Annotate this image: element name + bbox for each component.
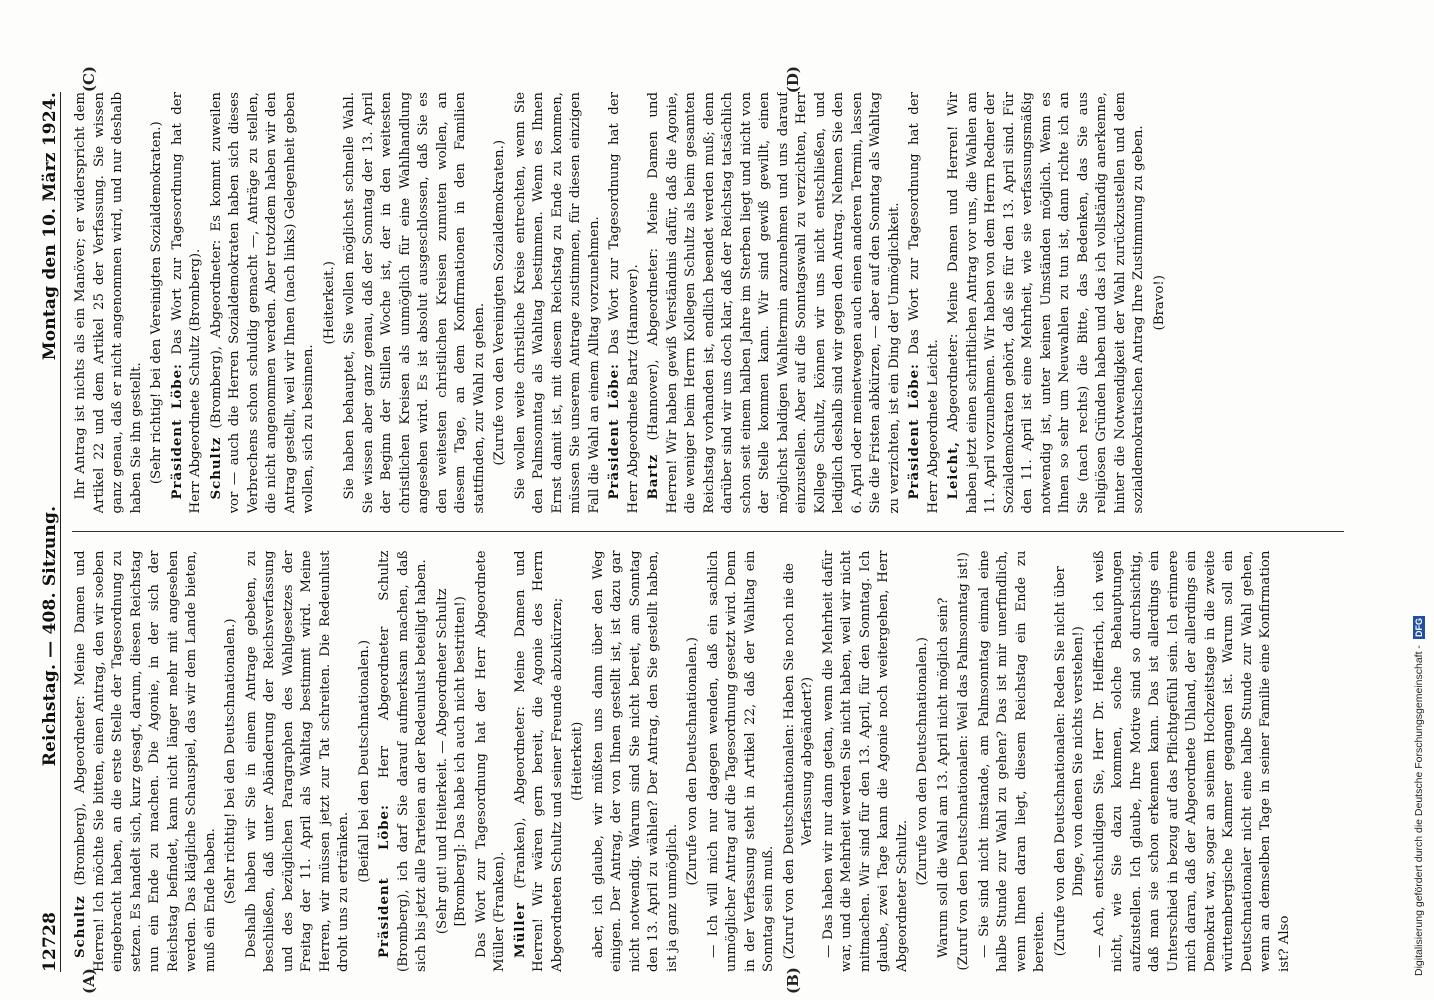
interjection: (Zurufe von den Vereinigten Sozialdemokraten.) <box>492 139 507 466</box>
paragraph-text: Warum soll die Wahl am 13. April nicht möglich sein? <box>935 597 951 958</box>
digitization-text: Digitalisierung gefördert durch die Deutsche Forschungsgemeinschaft - <box>1413 645 1425 976</box>
speaker-name: Schultz <box>73 895 88 958</box>
digitization-note <box>1408 16 1430 976</box>
interjection: (Sehr richtig! bei den Deutschnationalen.) <box>223 618 238 905</box>
paragraph-text: Das Wort zur Tagesordnung hat der Herr Abgeordnete Schultz (Bromberg). <box>169 92 203 514</box>
left-column <box>72 551 1344 973</box>
speaker-name: Präsident Löbe: <box>607 363 622 500</box>
margin-marker-d: (D) <box>784 66 802 94</box>
text-paragraph <box>935 551 954 973</box>
paragraph-text: (Bromberg), Abgeordneter: Meine Damen und Herren! Ich möchte Sie bitten, einen Antrag, den wir soeben eingebracht haben, an die erste Stelle der Tagesordnung zu setzen. Es handelt sich, kurz gesagt, darum, diesen Reichstag nun ein Ende zu machen. Die Agonie, in der sich der Reichstag befindet, kann nicht länger mehr mit angesehen werden. Das klägliche Schauspiel, das wir dem Lande bieten, muß ein Ende haben. <box>73 550 218 972</box>
text-paragraph <box>705 551 779 973</box>
paragraph-text: (Hannover), Abgeordneter: Meine Damen und Herren! Wir haben gewiß Verständnis dafür, daß die Agonie, die weniger beim Herrn Kollegen Schultz als beim gesamten Reichstag vorhanden ist, endlich beendet werden muß; denn darüber sind wir uns doch klar, daß der Reichstag tatsächlich schon seit einem halben Jahre im Sterben liegt und nicht von der Stelle kommen kann. Wir sind gewiß gewillt, einen möglichst baldigen Wahltermin anzunehmen und uns darauf einzustellen. Aber auf die Sonntagswahl zu verzichten, Herr Kollege Schultz, können wir uns nicht entschließen, und lediglich deshalb sind wir gegen den Antrag. Nehmen Sie den 6. April oder meinetwegen auch einen anderen Termin, lassen Sie die Fristen abkürzen, — aber auf den Sonntag als Wahltag zu verzichten, ist ein Ding der Unmöglichkeit. <box>646 92 902 514</box>
text-paragraph <box>243 551 354 973</box>
paragraph-text: — Das haben wir nur dann getan, wenn die Mehrheit dafür war, und die Mehrheit werden Sie nicht haben, weil wir nicht mitmachen. Wir sind für den 13. April, für den Sonntag. Ich glaube, zwei Tage kann die Agonie noch weitergehen, Herr Abgeordneter Schultz. <box>820 550 910 972</box>
paragraph-text: — Ich will mich nur dagegen wenden, daß ein sachlich unmöglicher Antrag auf die Tagesordnung gesetzt wird. Denn in der Verfassung steht in Artikel 22, daß der Wahltag ein Sonntag sein muß. <box>705 550 776 972</box>
speech-paragraph <box>72 551 220 973</box>
paragraph-text: Herr Abgeordneter Schultz (Bromberg), ich darf Sie darauf aufmerksam machen, daß sich bis jetzt alle Parteien an der Redeunlust beteiligt haben. <box>377 550 429 972</box>
margin-marker-b: (B) <box>784 967 802 994</box>
text-columns <box>72 92 1344 972</box>
speech-paragraph <box>645 92 904 514</box>
paragraph-text: Sie wollen weite christliche Kreise entrechten, wenn Sie den Palmsonntag als Wahltag bestimmen. Wenn es Ihnen Ernst damit ist, mit diesem Reichstag zu Ende zu kommen, müssen Sie unserem Antrage zustimmen, für diesen einzigen Fall die Wahl an einem Alltag vorzunehmen. <box>512 92 602 514</box>
speaker-name: Bartz <box>646 453 661 500</box>
interjection: (Zuruf von den Deutschnationalen: Haben Sie noch nie die Verfassung abgeändert?) <box>781 563 815 960</box>
speech-paragraph <box>208 92 319 514</box>
speech-paragraph <box>512 551 568 973</box>
interjection: (Beifall bei den Deutschnationalen.) <box>356 639 372 883</box>
paragraph-text: (Bromberg), Abgeordneter: Es kommt zuweilen vor — auch die Herren Sozialdemokraten haben sich dieses Verbrechens schon schuldig gemacht —, Anträge zu stellen, die nicht angenommen werden. Aber trotzdem haben wir den Antrag gestellt, weil wir Ihnen (nach links) Gelegenheit geben wollen, sich zu besinnen. <box>208 92 316 514</box>
interjection: (Zurufe von den Deutschnationalen.) <box>685 637 700 886</box>
interjection: (Zuruf von den Deutschnationalen: Weil das Palmsonntag ist!) <box>956 552 971 971</box>
interjection: (Sehr richtig! bei den Vereinigten Sozialdemokraten.) <box>149 121 164 485</box>
session-date: Montag den 10. März 1924. <box>40 92 60 361</box>
speech-paragraph <box>376 551 432 973</box>
speech-paragraph <box>169 92 206 514</box>
interjection: (Heiterkeit) <box>570 721 585 801</box>
paragraph-text: Das Wort zur Tagesordnung hat der Herr Abgeordnete Müller (Franken). <box>473 550 507 972</box>
column-divider <box>72 532 1344 533</box>
rotated-page-content <box>0 60 1360 1000</box>
paragraph-text: Sie haben behauptet, Sie wollen möglichst schnelle Wahl. Sie wissen aber ganz genau, daß der Sonntag der 13. April der Beginn der Stillen Woche ist, der in den weitesten christlichen Kreisen als unmöglich für eine Wahlhandlung angesehen wird. Es ist absolut ausgeschlossen, daß Sie es den weitesten christlichen Kreisen zumuten wollen, an diesem Tage, an dem Konfirmationen in den Familien stattfinden, zur Wahl zu gehen. <box>342 92 487 514</box>
paragraph-text: Das Wort zur Tagesordnung hat der Herr Abgeordnete Leicht. <box>907 92 941 514</box>
session-title: Reichstag. — 408. Sitzung. <box>40 505 60 767</box>
text-paragraph <box>590 551 683 973</box>
speech-paragraph <box>906 92 943 514</box>
paragraph-text: — Sie sind nicht imstande, am Palmsonntag einmal eine halbe Stunde zur Wahl zu gehen? Das ist mir unerfindlich, wenn Ihnen daran liegt, diesem Reichstag ein Ende zu bereiten. <box>976 550 1047 972</box>
interjection: (Sehr gut! und Heiterkeit. — Abgeordneter Schultz [Bromberg]: Das habe ich auch nicht bestritten!) <box>434 588 468 935</box>
text-paragraph <box>976 551 1050 973</box>
speaker-name: Leicht, <box>946 441 961 500</box>
paragraph-text: Ihr Antrag ist nichts als ein Manöver; er widerspricht dem Artikel 22 und dem Artikel 25 der Verfassung. Sie wissen ganz genau, daß er nicht angenommen wird, und nur deshalb haben Sie ihn gestellt. <box>73 92 144 514</box>
paragraph-text: — Ach, entschuldigen Sie, Herr Dr. Helfferich, ich weiß nicht, wie Sie dazu kommen, solche Behauptungen aufzustellen. Ich glaube, Ihre Motive sind so durchsichtig, daß man sie schon erkennen kann. Das ist allerdings ein Unterschied in bezug auf das Pflichtgefühl sein. Ich erinnere mich daran, daß der Abgeordnete Uhland, der allerdings ein Demokrat war, sogar an seinem Hochzeitstage in die zweite württembergische Kammer gegangen ist. Warum soll ein Deutschnationaler nicht eine halbe Stunde zur Wahl gehen, wenn an demselben Tage in seiner Familie eine Konfirmation ist? Also <box>1091 550 1292 972</box>
speaker-name: Präsident Löbe: <box>169 363 185 500</box>
speaker-name: Müller <box>512 902 528 958</box>
speaker-name: Präsident Löbe: <box>907 363 922 500</box>
text-paragraph <box>512 92 605 514</box>
interjection: (Zurufe von den Deutschnationalen: Reden Sie nicht über Dinge, von denen Sie nichts verstehen!) <box>1052 566 1086 957</box>
paragraph-text: aber, ich glaube, wir müßten uns dann über den Weg einigen. Der Antrag, der von Ihnen gestellt ist, ist dazu gar nicht notwendig. Warum sind Sie nicht bereit, am Sonntag den 13. April zu wählen? Der Antrag, den Sie gestellt haben, ist ja ganz unmöglich. <box>590 550 680 972</box>
paragraph-text: Abgeordneter: Meine Damen und Herren! Wir haben jetzt einen schriftlichen Antrag vor uns, die Wahlen am 11. April vorzunehmen. Wir haben von dem Herrn Redner der Sozialdemokraten gehört, daß sie für den 13. April sind. Für den 11. April ist eine Mehrheit, wie sie verfassungsmäßig notwendig ist, unter keinen Umständen möglich. Wenn es Ihnen so sehr um Neuwahlen zu tun ist, dann richte ich an Sie (nach rechts) die Bitte, das Bedenken, das Sie aus religiösen Gründen haben und das ich vollständig anerkenne, hinter die Notwendigkeit der Wahl zurückzustellen und dem sozialdemokratischen Antrag Ihre Zustimmung zu geben. <box>946 92 1146 514</box>
dfg-logo: DFG <box>1414 618 1424 638</box>
interjection: (Heiterkeit.) <box>321 261 337 345</box>
speaker-name: Schultz <box>208 436 224 500</box>
speech-paragraph <box>945 92 1149 514</box>
text-paragraph <box>1091 551 1295 973</box>
text-paragraph <box>820 551 913 973</box>
paragraph-text: Deshalb haben wir Sie in einem Antrage gebeten, zu beschließen, daß unter Abänderung der Reichsverfassung und des bezüglichen Paragraphen des Wahlgesetzes der Freitag der 11. April als Wahltag bestimmt wird. Meine Herren, wir müssen jetzt zur Tat schreiten. Die Redeunlust droht uns zu ertränken. <box>243 550 351 972</box>
paragraph-text: Das Wort zur Tagesordnung hat der Herr Abgeordnete Bartz (Hannover). <box>607 92 641 514</box>
page-header <box>24 92 61 972</box>
interjection: (Zurufe von den Deutschnationalen.) <box>915 637 930 886</box>
margin-marker-c: (C) <box>80 66 98 93</box>
interjection: (Bravo!) <box>1151 275 1167 331</box>
speaker-name: Präsident Löbe: <box>377 804 392 958</box>
right-column <box>72 92 1344 514</box>
page-number: 12728 <box>40 911 60 972</box>
text-paragraph <box>473 551 510 973</box>
margin-marker-a: (A) <box>80 968 98 994</box>
text-paragraph <box>341 92 489 514</box>
text-paragraph <box>72 92 146 514</box>
paragraph-text: (Franken), Abgeordneter: Meine Damen und Herren! Wir wären gern bereit, die Agonie des Herrn Abgeordneten Schultz und seiner Freunde abzukürzen; <box>512 550 565 972</box>
speech-paragraph <box>606 92 643 514</box>
